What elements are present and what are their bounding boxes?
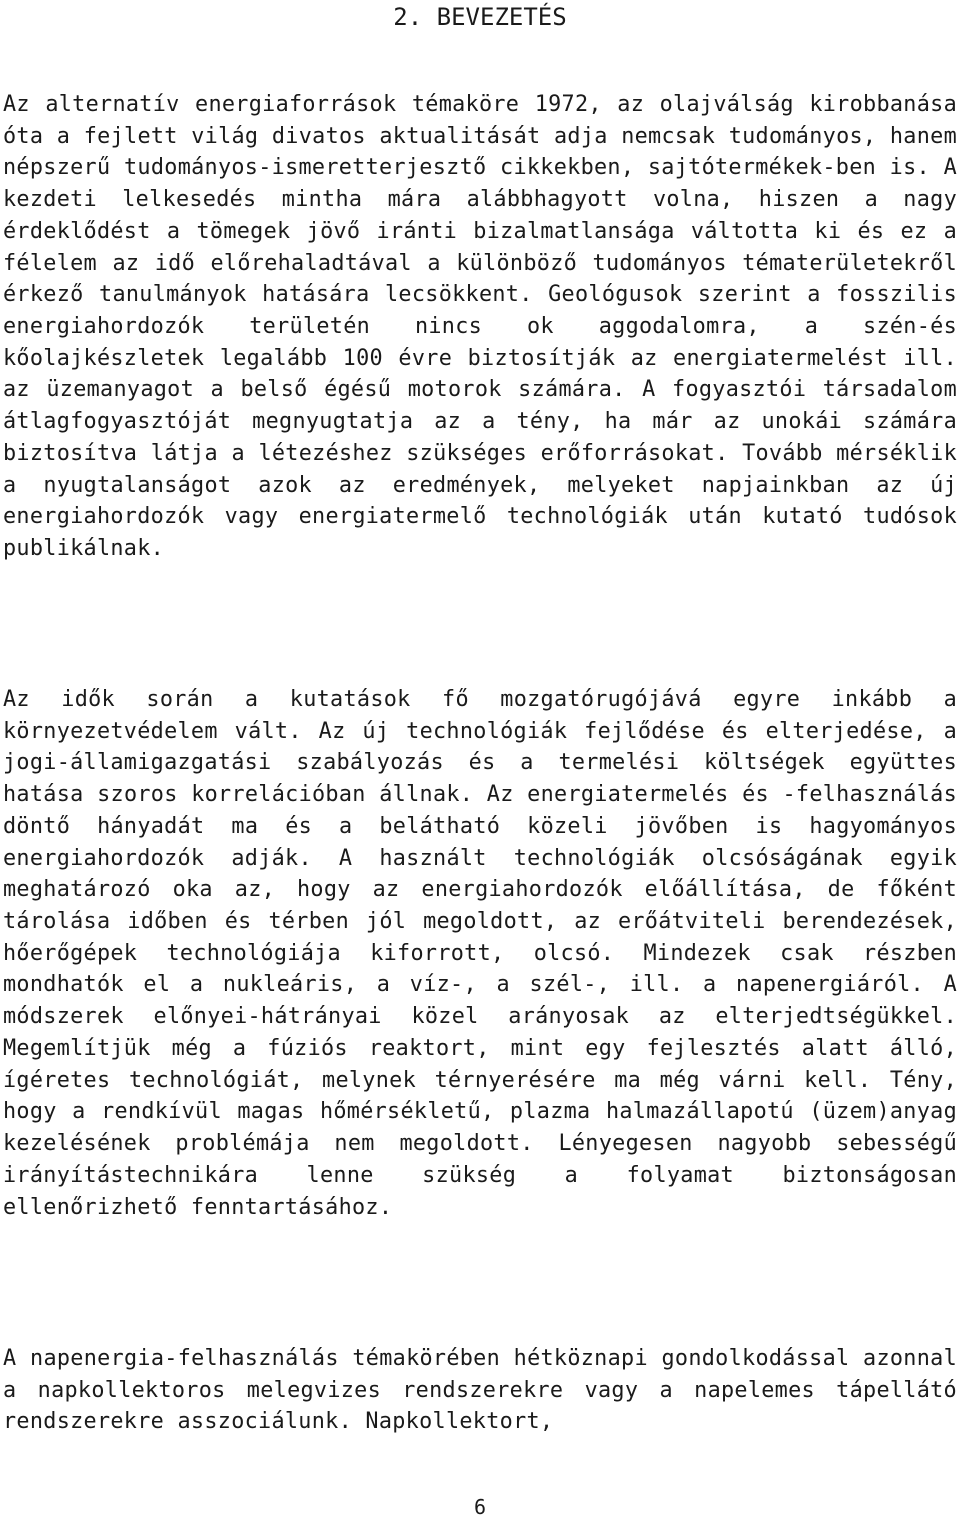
page-number: 6 — [473, 1495, 487, 1519]
paragraph-intro: Az alternatív energiaforrások témaköre 1972, az olajválság kirobbanása óta a fejlett világ divatos aktualitását adja nemcsak tudományos, hanem népszerű tudományos-ismeretterjesztő cikkekben, sajtótermékek-ben is. A kezdeti lelkesedés mintha mára alábbhagyott volna, hiszen a nagy érdeklődést a tömegek jövő iránti bizalmatlansága váltotta ki és ez a félelem az idő előrehaladtával a különböző tudományos tématerületekről érkező tanulmányok hatására lecsökkent. Geológusok szerint a fosszilis energiahordozók területén nincs ok aggodalomra, a szén-és kőolajkészletek legalább 100 évre biztosítják az energiatermelést ill. az üzemanyagot a belső égésű motorok számára. A fogyasztói társadalom átlagfogyasztóját megnyugtatja az a tény, ha már az unokái számára biztosítva látja a létezéshez szükséges erőforrásokat. Tovább mérséklik a nyugtalanságot azok az eredmények, melyeket napjainkban az új energiahordozók vagy energiatermelő technológiák után kutató tudósok publikálnak. — [3, 92, 957, 562]
paragraph-solar: A napenergia-felhasználás témakörében hétköznapi gondolkodással azonnal a napkollektoros melegvizes rendszerekre vagy a napelemes tápellátó rendszerekre asszociálunk. Napkollektort, — [3, 1346, 957, 1435]
section-heading: 2. BEVEZETÉS — [393, 3, 567, 31]
paragraph-environment: Az idők során a kutatások fő mozgatórugójává egyre inkább a környezetvédelem vált. Az új technológiák fejlődése és elterjedése, a jogi-államigazgatási szabályozás és a termelési költségek együttes hatása szoros korrelációban állnak. Az energiatermelés és -felhasználás döntő hányadát ma és a belátható közeli jövőben is hagyományos energiahordozók adják. A használt technológiák olcsóságának egyik meghatározó oka az, hogy az energiahordozók előállítása, de főként tárolása időben és térben jól megoldott, az erőátviteli berendezések, hőerőgépek technológiája kiforrott, olcsó. Mindezek csak részben mondhatók el a nukleáris, a víz-, a szél-, ill. a napenergiáról. A módszerek előnyei-hátrányai közel arányosak az elterjedtségükkel. Megemlítjük még a fúziós reaktort, mint egy fejlesztés alatt álló, ígéretes technológiát, melynek térnyerésére ma még várni kell. Tény, hogy a rendkívül magas hőmérsékletű, plazma halmazállapotú (üzem)anyag kezelésének problémája nem megoldott. Lényegesen nagyobb sebességű irányítástechnikára lenne szükség a folyamat biztonságosan ellenőrizhető fenntartásához. — [3, 687, 957, 1220]
